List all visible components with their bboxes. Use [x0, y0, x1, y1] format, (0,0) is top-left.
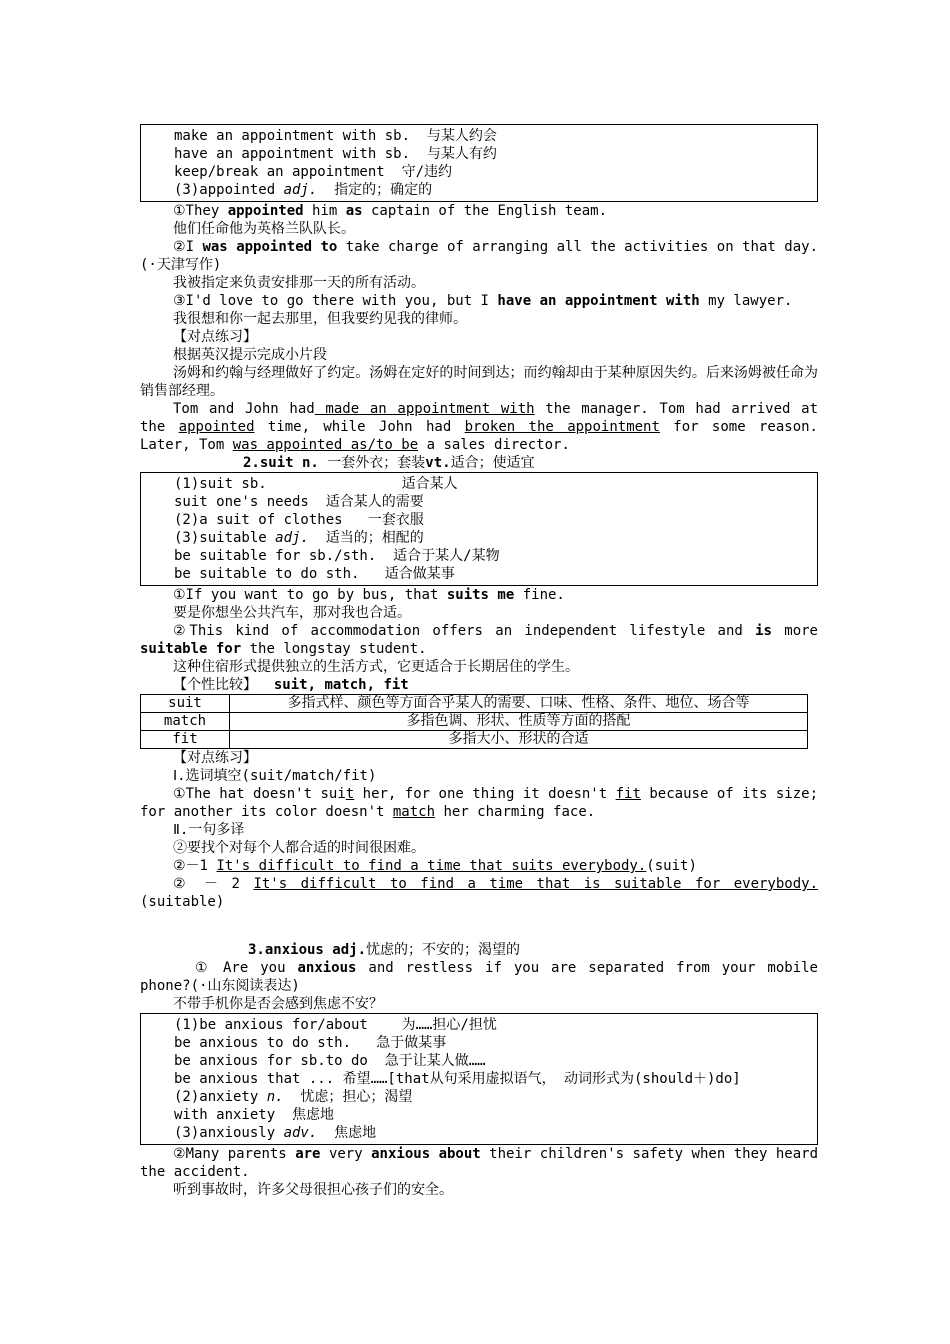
phrase-line: suit one's needs 适合某人的需要	[174, 494, 424, 510]
practice-instruction: 根据英汉提示完成小片段	[173, 347, 327, 363]
phrase-line: make an appointment with sb. 与某人约会	[174, 128, 497, 144]
comparison-table	[140, 694, 808, 749]
translation-answer-1: ②－1 It's difficult to find a time that suits everybody.(suit)	[173, 858, 697, 874]
translation-heading: Ⅱ.一句多译	[173, 822, 245, 838]
table-cell-meaning: 多指式样、颜色等方面合乎某人的需要、口味、性格、条件、地位、场合等	[230, 695, 808, 713]
example-translation: 我很想和你一起去那里，但我要约见我的律师。	[173, 311, 467, 327]
table-row	[141, 731, 808, 749]
practice-chinese: 汤姆和约翰与经理做好了约定。汤姆在定好的时间到达；而约翰却由于某种原因失约。后来汤姆被任命为销售部经理。	[140, 365, 818, 399]
phrase-line: (2)a suit of clothes 一套衣服	[174, 512, 424, 528]
example-sentence: ②I was appointed to take charge of arranging all the activities on that day.(·天津写作)	[140, 239, 818, 273]
example-translation: 要是你想坐公共汽车，那对我也合适。	[173, 605, 411, 621]
example-sentence: ②This kind of accommodation offers an independent lifestyle and is more suitable for the longstay student.	[140, 623, 818, 657]
fill-in-heading: Ⅰ.选词填空(suit/match/fit)	[173, 768, 377, 784]
phrase-line-anxiety: (2)anxiety n. 忧虑；担心；渴望	[174, 1089, 413, 1105]
example-translation: 听到事故时，许多父母很担心孩子们的安全。	[173, 1182, 453, 1198]
example-sentence: ①They appointed him as captain of the English team.	[173, 203, 608, 219]
phrase-line-suitable: (3)suitable adj. 适当的；相配的	[174, 530, 424, 546]
example-translation: 这种住宿形式提供独立的生活方式，它更适合于长期居住的学生。	[173, 659, 579, 675]
practice-english: Tom and John had made an appointment with the manager. Tom had arrived at the appointed time, while John had broken the appointment for some reason. Later, Tom was appointed as/to be a sales director.	[140, 401, 819, 453]
translation-answer-2: ② － 2 It's difficult to find a time that is suitable for everybody.(suitable)	[140, 876, 819, 910]
phrase-line: be suitable for sb./sth. 适合于某人/某物	[174, 548, 500, 564]
phrase-line: have an appointment with sb. 与某人有约	[174, 146, 497, 162]
phrase-line: with anxiety 焦虑地	[174, 1107, 335, 1123]
example-sentence: ③I'd love to go there with you, but I have an appointment with my lawyer.	[173, 293, 793, 309]
fill-in-sentence: ①The hat doesn't suit her, for one thing it doesn't fit because of its size; for another its color doesn't match her charming face.	[140, 786, 818, 820]
phrase-line-appointed: (3)appointed adj. 指定的；确定的	[174, 182, 433, 198]
document-page	[140, 124, 818, 1199]
translation-prompt: ②要找个对每个人都合适的时间很困难。	[173, 840, 425, 856]
table-row	[141, 713, 808, 731]
table-cell-word: fit	[141, 731, 230, 749]
phrase-box-appointment	[140, 124, 818, 202]
table-row	[141, 695, 808, 713]
example-translation: 我被指定来负责安排那一天的所有活动。	[173, 275, 425, 291]
phrase-line: (1)suit sb. 适合某人	[174, 476, 458, 492]
example-translation: 他们任命他为英格兰队队长。	[173, 221, 355, 237]
example-sentence: ②Many parents are very anxious about their children's safety when they heard the accident.	[140, 1146, 819, 1180]
phrase-box-suit	[140, 472, 818, 586]
example-sentence: ① Are you anxious and restless if you are separated from your mobile phone?(·山东阅读表达)	[140, 960, 818, 994]
phrase-line-anxiously: (3)anxiously adv. 焦虑地	[174, 1125, 377, 1141]
phrase-line: be anxious for sb.to do 急于让某人做……	[174, 1053, 486, 1069]
table-cell-meaning: 多指色调、形状、性质等方面的搭配	[230, 713, 808, 731]
table-cell-meaning: 多指大小、形状的合适	[230, 731, 808, 749]
phrase-line: keep/break an appointment 守/违约	[174, 164, 453, 180]
entry-heading-anxious: 3.anxious adj.忧虑的；不安的；渴望的	[248, 942, 521, 958]
example-translation: 不带手机你是否会感到焦虑不安？	[173, 996, 383, 1012]
entry-heading-suit: 2.suit n. 一套外衣；套装vt.适合；使适宜	[243, 455, 535, 471]
table-cell-word: match	[141, 713, 230, 731]
phrase-box-anxious	[140, 1013, 818, 1145]
practice-heading: 【对点练习】	[173, 329, 257, 345]
compare-heading: 【个性比较】 suit, match, fit	[173, 677, 409, 693]
phrase-line: be anxious to do sth. 急于做某事	[174, 1035, 447, 1051]
example-sentence: ①If you want to go by bus, that suits me fine.	[173, 587, 565, 603]
phrase-line: be anxious that ... 希望……[that从句采用虚拟语气， 动词形式为(should＋)do]	[174, 1071, 741, 1087]
practice-heading: 【对点练习】	[173, 750, 257, 766]
phrase-line: (1)be anxious for/about 为……担心/担忧	[174, 1017, 497, 1033]
phrase-line: be suitable to do sth. 适合做某事	[174, 566, 455, 582]
table-cell-word: suit	[141, 695, 230, 713]
